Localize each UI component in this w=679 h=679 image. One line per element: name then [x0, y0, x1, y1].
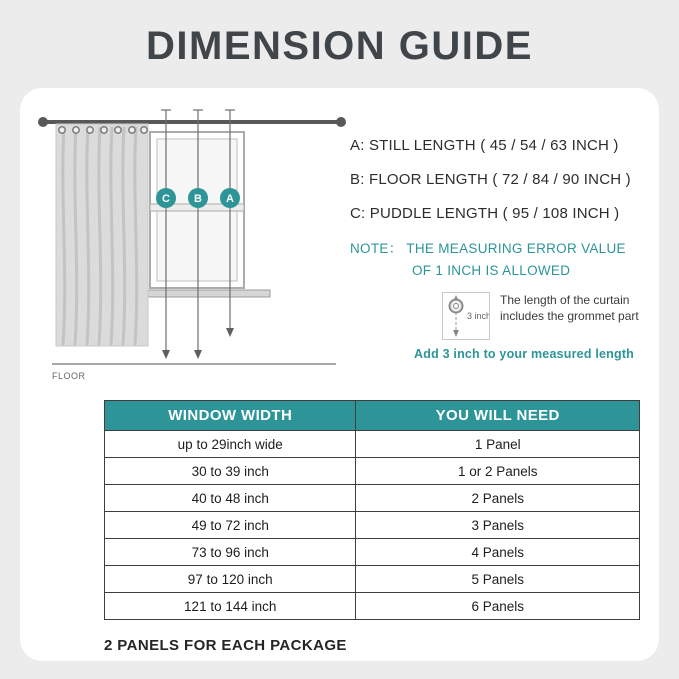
marker-b [188, 188, 208, 208]
window-width-cell: 30 to 39 inch [105, 458, 356, 485]
note-line-1: NOTE： THE MEASURING ERROR VALUE [350, 241, 626, 256]
floor-length-line [350, 170, 658, 189]
svg-text:A: A [226, 193, 234, 205]
window-icon [140, 132, 270, 297]
table-row [105, 431, 640, 458]
panels-needed-cell: 3 Panels [356, 512, 640, 539]
grommet-measure-label: 3 inch [467, 310, 489, 321]
grommet-description: The length of the curtain includes the grommet part [500, 292, 639, 324]
grommet-info [442, 292, 658, 340]
window-width-cell: 73 to 96 inch [105, 539, 356, 566]
still-length-letter: A: [350, 137, 365, 154]
table-row [105, 485, 640, 512]
puddle-length-text: PUDDLE LENGTH ( 95 / 108 INCH ) [369, 205, 620, 222]
panels-needed-cell: 1 Panel [356, 431, 640, 458]
window-width-header: WINDOW WIDTH [105, 401, 356, 431]
window-width-cell: 40 to 48 inch [105, 485, 356, 512]
svg-text:C: C [162, 193, 170, 205]
measuring-note [350, 238, 658, 282]
package-note: 2 PANELS FOR EACH PACKAGE [104, 637, 347, 654]
grommet-icon [443, 293, 489, 339]
still-length-text: STILL LENGTH ( 45 / 54 / 63 INCH ) [368, 137, 619, 154]
length-info [350, 136, 658, 361]
window-sill [140, 290, 270, 297]
window-width-cell: 97 to 120 inch [105, 566, 356, 593]
table-row [105, 458, 640, 485]
floor-length-text: FLOOR LENGTH ( 72 / 84 / 90 INCH ) [368, 171, 631, 188]
guide-card [20, 88, 659, 661]
curtain-panel-icon [56, 124, 148, 346]
marker-c [156, 188, 176, 208]
puddle-length-line [350, 204, 658, 223]
table-row [105, 512, 640, 539]
floor-label: FLOOR [52, 371, 86, 381]
window-width-cell: up to 29inch wide [105, 431, 356, 458]
curtain-diagram [36, 102, 348, 394]
page-title: DIMENSION GUIDE [146, 24, 533, 68]
still-length-line [350, 136, 658, 155]
panels-needed-cell: 4 Panels [356, 539, 640, 566]
window-width-cell: 49 to 72 inch [105, 512, 356, 539]
note-line-2: OF 1 INCH IS ALLOWED [412, 262, 571, 278]
table-row [105, 566, 640, 593]
panels-needed-cell: 1 or 2 Panels [356, 458, 640, 485]
add-three-inch-tip: Add 3 inch to your measured length [414, 346, 635, 361]
floor-length-letter: B: [350, 171, 365, 188]
panels-table-wrap [104, 400, 640, 620]
floor-line [52, 364, 336, 381]
puddle-length-letter: C: [350, 205, 366, 222]
svg-text:B: B [194, 193, 202, 205]
grommet-measure-box [442, 292, 490, 340]
panels-needed-cell: 5 Panels [356, 566, 640, 593]
table-row [105, 593, 640, 620]
table-header-row [105, 401, 640, 431]
table-row [105, 539, 640, 566]
panels-needed-cell: 6 Panels [356, 593, 640, 620]
window-width-cell: 121 to 144 inch [105, 593, 356, 620]
panels-needed-cell: 2 Panels [356, 485, 640, 512]
panels-table [104, 400, 640, 620]
marker-a [220, 188, 240, 208]
you-will-need-header: YOU WILL NEED [356, 401, 640, 431]
